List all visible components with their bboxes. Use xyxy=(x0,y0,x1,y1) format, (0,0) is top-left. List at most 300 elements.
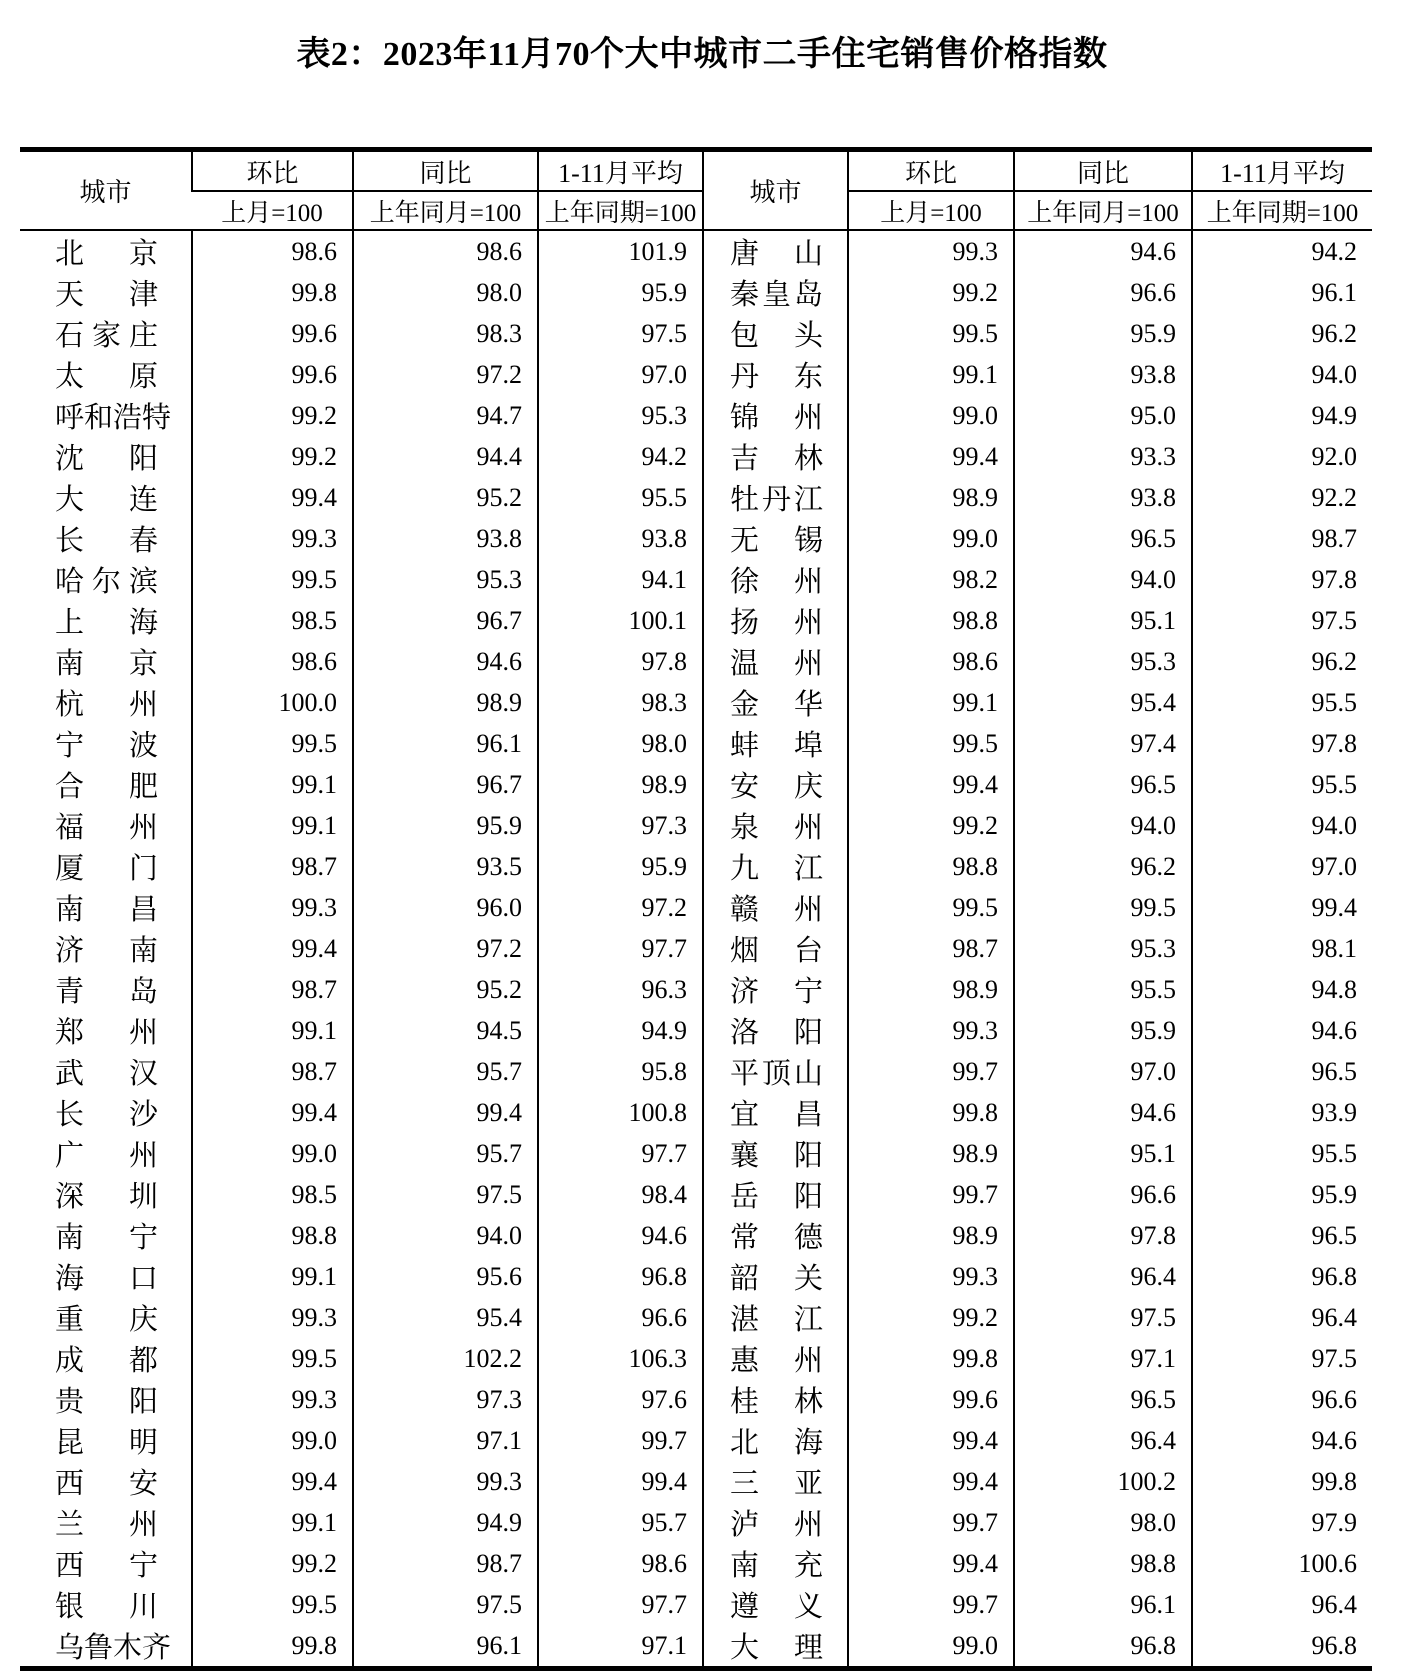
city-name-right xyxy=(703,1584,848,1625)
header-avg-right: 1-11月平均 xyxy=(1192,150,1372,192)
city-name-text: 海 口 xyxy=(55,1263,158,1295)
avg-value-right: 96.2 xyxy=(1192,313,1372,354)
mom-value-left: 99.5 xyxy=(192,559,353,600)
city-name-right xyxy=(703,846,848,887)
yoy-value-right: 95.9 xyxy=(1014,313,1192,354)
yoy-value-right: 93.8 xyxy=(1014,477,1192,518)
city-name-right xyxy=(703,1174,848,1215)
city-name-right xyxy=(703,1461,848,1502)
city-name-right xyxy=(703,1256,848,1297)
city-name-text: 兰 州 xyxy=(55,1509,158,1541)
city-name-right xyxy=(703,1625,848,1669)
table-row xyxy=(20,846,1372,887)
city-name-text: 桂 林 xyxy=(730,1386,823,1418)
city-name-text: 武 汉 xyxy=(55,1058,158,1090)
city-name-left xyxy=(20,846,192,887)
city-name-text: 南 充 xyxy=(730,1550,823,1582)
city-name-text: 济 南 xyxy=(55,935,158,967)
mom-value-left: 99.5 xyxy=(192,1584,353,1625)
city-name-text: 重 庆 xyxy=(55,1304,158,1336)
city-name-text: 南 京 xyxy=(55,648,158,680)
city-name-text: 金 华 xyxy=(730,689,823,721)
city-name-right xyxy=(703,1010,848,1051)
avg-value-left: 98.3 xyxy=(538,682,703,723)
yoy-value-right: 100.2 xyxy=(1014,1461,1192,1502)
avg-value-right: 95.5 xyxy=(1192,682,1372,723)
mom-value-left: 99.2 xyxy=(192,436,353,477)
avg-value-right: 99.8 xyxy=(1192,1461,1372,1502)
avg-value-left: 99.4 xyxy=(538,1461,703,1502)
city-name-right xyxy=(703,354,848,395)
mom-value-right: 99.4 xyxy=(848,1543,1014,1584)
yoy-value-right: 96.6 xyxy=(1014,272,1192,313)
avg-value-right: 93.9 xyxy=(1192,1092,1372,1133)
city-name-left xyxy=(20,354,192,395)
mom-value-left: 98.6 xyxy=(192,641,353,682)
table-header xyxy=(20,150,1372,231)
yoy-value-right: 96.2 xyxy=(1014,846,1192,887)
yoy-value-left: 96.1 xyxy=(353,1625,538,1669)
city-name-text: 呼 和 浩 特 xyxy=(55,402,172,434)
yoy-value-right: 95.0 xyxy=(1014,395,1192,436)
city-name-right xyxy=(703,928,848,969)
avg-value-left: 98.6 xyxy=(538,1543,703,1584)
city-name-left xyxy=(20,1461,192,1502)
city-name-right xyxy=(703,641,848,682)
header-avg-base-left: 上年同期=100 xyxy=(538,191,703,230)
mom-value-right: 99.7 xyxy=(848,1174,1014,1215)
avg-value-right: 92.2 xyxy=(1192,477,1372,518)
header-mom-base-left: 上月=100 xyxy=(192,191,353,230)
yoy-value-left: 98.6 xyxy=(353,230,538,272)
city-name-left xyxy=(20,1133,192,1174)
avg-value-right: 96.5 xyxy=(1192,1215,1372,1256)
mom-value-right: 99.4 xyxy=(848,1420,1014,1461)
table-row xyxy=(20,1092,1372,1133)
yoy-value-left: 98.0 xyxy=(353,272,538,313)
header-yoy-base-right: 上年同月=100 xyxy=(1014,191,1192,230)
city-name-right xyxy=(703,313,848,354)
city-name-text: 广 州 xyxy=(55,1140,158,1172)
avg-value-left: 95.9 xyxy=(538,272,703,313)
city-name-text: 无 锡 xyxy=(730,525,823,557)
city-name-left xyxy=(20,518,192,559)
city-name-text: 福 州 xyxy=(55,812,158,844)
city-name-text: 温 州 xyxy=(730,648,823,680)
table-row xyxy=(20,559,1372,600)
city-name-right xyxy=(703,559,848,600)
mom-value-left: 98.7 xyxy=(192,846,353,887)
city-name-right xyxy=(703,600,848,641)
city-name-text: 徐 州 xyxy=(730,566,823,598)
city-name-text: 郑 州 xyxy=(55,1017,158,1049)
city-name-left xyxy=(20,1010,192,1051)
yoy-value-right: 95.4 xyxy=(1014,682,1192,723)
yoy-value-right: 95.1 xyxy=(1014,600,1192,641)
city-name-left xyxy=(20,723,192,764)
avg-value-right: 96.4 xyxy=(1192,1297,1372,1338)
city-name-left xyxy=(20,1379,192,1420)
table-row xyxy=(20,1461,1372,1502)
mom-value-right: 98.8 xyxy=(848,600,1014,641)
yoy-value-left: 96.7 xyxy=(353,600,538,641)
yoy-value-right: 97.4 xyxy=(1014,723,1192,764)
city-name-text: 南 昌 xyxy=(55,894,158,926)
mom-value-left: 99.8 xyxy=(192,1625,353,1669)
avg-value-left: 97.2 xyxy=(538,887,703,928)
avg-value-right: 100.6 xyxy=(1192,1543,1372,1584)
avg-value-left: 95.5 xyxy=(538,477,703,518)
mom-value-right: 99.4 xyxy=(848,436,1014,477)
mom-value-left: 99.6 xyxy=(192,313,353,354)
city-name-left xyxy=(20,1051,192,1092)
city-name-text: 西 安 xyxy=(55,1468,158,1500)
avg-value-right: 94.6 xyxy=(1192,1420,1372,1461)
city-name-left xyxy=(20,272,192,313)
table-body xyxy=(20,230,1372,1669)
yoy-value-left: 93.8 xyxy=(353,518,538,559)
avg-value-left: 97.7 xyxy=(538,928,703,969)
city-name-text: 赣 州 xyxy=(730,894,823,926)
avg-value-left: 95.9 xyxy=(538,846,703,887)
yoy-value-right: 96.5 xyxy=(1014,764,1192,805)
header-avg-base-right: 上年同期=100 xyxy=(1192,191,1372,230)
header-mom-base-right: 上月=100 xyxy=(848,191,1014,230)
table-row xyxy=(20,641,1372,682)
city-name-text: 丹 东 xyxy=(730,361,823,393)
mom-value-left: 98.7 xyxy=(192,1051,353,1092)
avg-value-left: 93.8 xyxy=(538,518,703,559)
avg-value-left: 97.5 xyxy=(538,313,703,354)
city-name-left xyxy=(20,887,192,928)
yoy-value-left: 97.5 xyxy=(353,1584,538,1625)
yoy-value-right: 95.3 xyxy=(1014,641,1192,682)
yoy-value-right: 93.3 xyxy=(1014,436,1192,477)
city-name-text: 岳 阳 xyxy=(730,1181,823,1213)
city-name-text: 沈 阳 xyxy=(55,443,158,475)
table-row xyxy=(20,230,1372,272)
table-row xyxy=(20,313,1372,354)
avg-value-right: 97.8 xyxy=(1192,559,1372,600)
avg-value-left: 97.6 xyxy=(538,1379,703,1420)
yoy-value-right: 98.0 xyxy=(1014,1502,1192,1543)
avg-value-left: 94.9 xyxy=(538,1010,703,1051)
yoy-value-left: 98.3 xyxy=(353,313,538,354)
city-name-text: 太 原 xyxy=(55,361,158,393)
price-index-table xyxy=(20,147,1372,1671)
avg-value-right: 98.1 xyxy=(1192,928,1372,969)
city-name-left xyxy=(20,1174,192,1215)
mom-value-right: 98.9 xyxy=(848,477,1014,518)
table-row xyxy=(20,436,1372,477)
mom-value-left: 100.0 xyxy=(192,682,353,723)
yoy-value-left: 94.4 xyxy=(353,436,538,477)
city-name-left xyxy=(20,395,192,436)
mom-value-left: 99.0 xyxy=(192,1133,353,1174)
mom-value-left: 99.5 xyxy=(192,723,353,764)
city-name-left xyxy=(20,641,192,682)
mom-value-right: 99.0 xyxy=(848,1625,1014,1669)
avg-value-right: 94.2 xyxy=(1192,230,1372,272)
city-name-text: 南 宁 xyxy=(55,1222,158,1254)
yoy-value-left: 95.7 xyxy=(353,1133,538,1174)
mom-value-right: 99.2 xyxy=(848,1297,1014,1338)
avg-value-left: 97.7 xyxy=(538,1133,703,1174)
city-name-text: 杭 州 xyxy=(55,689,158,721)
city-name-right xyxy=(703,1092,848,1133)
mom-value-right: 99.3 xyxy=(848,230,1014,272)
city-name-text: 乌 鲁 木 齐 xyxy=(55,1632,172,1664)
city-name-left xyxy=(20,805,192,846)
mom-value-right: 99.1 xyxy=(848,354,1014,395)
city-name-text: 秦 皇 岛 xyxy=(730,279,823,311)
yoy-value-left: 95.4 xyxy=(353,1297,538,1338)
city-name-text: 唐 山 xyxy=(730,238,823,270)
city-name-text: 石 家 庄 xyxy=(55,320,158,352)
yoy-value-right: 95.1 xyxy=(1014,1133,1192,1174)
table-row xyxy=(20,1543,1372,1584)
city-name-left xyxy=(20,313,192,354)
header-city-right: 城市 xyxy=(703,150,848,231)
table-row xyxy=(20,395,1372,436)
yoy-value-right: 94.6 xyxy=(1014,1092,1192,1133)
mom-value-right: 98.7 xyxy=(848,928,1014,969)
avg-value-left: 94.1 xyxy=(538,559,703,600)
city-name-right xyxy=(703,272,848,313)
city-name-text: 湛 江 xyxy=(730,1304,823,1336)
yoy-value-left: 97.2 xyxy=(353,354,538,395)
city-name-right xyxy=(703,805,848,846)
yoy-value-left: 98.9 xyxy=(353,682,538,723)
city-name-right xyxy=(703,1420,848,1461)
avg-value-right: 96.4 xyxy=(1192,1584,1372,1625)
avg-value-left: 94.2 xyxy=(538,436,703,477)
mom-value-right: 99.5 xyxy=(848,887,1014,928)
yoy-value-right: 96.6 xyxy=(1014,1174,1192,1215)
yoy-value-left: 94.6 xyxy=(353,641,538,682)
city-name-left xyxy=(20,969,192,1010)
mom-value-right: 99.1 xyxy=(848,682,1014,723)
city-name-left xyxy=(20,1502,192,1543)
city-name-left xyxy=(20,559,192,600)
city-name-text: 成 都 xyxy=(55,1345,158,1377)
table-row xyxy=(20,887,1372,928)
city-name-left xyxy=(20,1297,192,1338)
city-name-left xyxy=(20,477,192,518)
city-name-text: 三 亚 xyxy=(730,1468,823,1500)
yoy-value-right: 94.0 xyxy=(1014,559,1192,600)
mom-value-left: 99.3 xyxy=(192,518,353,559)
table-row xyxy=(20,928,1372,969)
yoy-value-right: 98.8 xyxy=(1014,1543,1192,1584)
city-name-left xyxy=(20,1543,192,1584)
avg-value-right: 95.9 xyxy=(1192,1174,1372,1215)
avg-value-left: 96.3 xyxy=(538,969,703,1010)
city-name-text: 上 海 xyxy=(55,607,158,639)
yoy-value-right: 99.5 xyxy=(1014,887,1192,928)
mom-value-left: 98.6 xyxy=(192,230,353,272)
avg-value-left: 99.7 xyxy=(538,1420,703,1461)
mom-value-left: 99.6 xyxy=(192,354,353,395)
city-name-text: 北 海 xyxy=(730,1427,823,1459)
header-mom-right: 环比 xyxy=(848,150,1014,192)
mom-value-right: 99.4 xyxy=(848,1461,1014,1502)
yoy-value-left: 94.5 xyxy=(353,1010,538,1051)
mom-value-left: 99.1 xyxy=(192,805,353,846)
city-name-left xyxy=(20,928,192,969)
yoy-value-right: 96.1 xyxy=(1014,1584,1192,1625)
yoy-value-left: 94.0 xyxy=(353,1215,538,1256)
mom-value-left: 99.3 xyxy=(192,887,353,928)
city-name-left xyxy=(20,1256,192,1297)
yoy-value-left: 95.9 xyxy=(353,805,538,846)
avg-value-left: 97.0 xyxy=(538,354,703,395)
avg-value-right: 97.5 xyxy=(1192,600,1372,641)
mom-value-right: 99.3 xyxy=(848,1256,1014,1297)
table-row xyxy=(20,1010,1372,1051)
city-name-left xyxy=(20,1215,192,1256)
city-name-text: 扬 州 xyxy=(730,607,823,639)
mom-value-right: 99.2 xyxy=(848,272,1014,313)
city-name-text: 天 津 xyxy=(55,279,158,311)
city-name-text: 常 德 xyxy=(730,1222,823,1254)
header-mom-left: 环比 xyxy=(192,150,353,192)
mom-value-left: 99.0 xyxy=(192,1420,353,1461)
avg-value-right: 96.8 xyxy=(1192,1625,1372,1669)
city-name-text: 洛 阳 xyxy=(730,1017,823,1049)
table-row xyxy=(20,477,1372,518)
city-name-text: 西 宁 xyxy=(55,1550,158,1582)
city-name-right xyxy=(703,969,848,1010)
mom-value-left: 99.2 xyxy=(192,1543,353,1584)
city-name-text: 宁 波 xyxy=(55,730,158,762)
table-row xyxy=(20,723,1372,764)
page-title: 表2：2023年11月70个大中城市二手住宅销售价格指数 xyxy=(296,36,1108,73)
city-name-right xyxy=(703,887,848,928)
header-city-left: 城市 xyxy=(20,150,192,231)
table-row xyxy=(20,1420,1372,1461)
mom-value-right: 99.8 xyxy=(848,1338,1014,1379)
city-name-right xyxy=(703,1051,848,1092)
mom-value-right: 99.5 xyxy=(848,313,1014,354)
avg-value-right: 96.1 xyxy=(1192,272,1372,313)
city-name-right xyxy=(703,723,848,764)
city-name-text: 长 春 xyxy=(55,525,158,557)
city-name-text: 泸 州 xyxy=(730,1509,823,1541)
mom-value-right: 99.3 xyxy=(848,1010,1014,1051)
yoy-value-right: 96.4 xyxy=(1014,1256,1192,1297)
city-name-left xyxy=(20,600,192,641)
mom-value-right: 98.2 xyxy=(848,559,1014,600)
mom-value-right: 99.4 xyxy=(848,764,1014,805)
city-name-left xyxy=(20,230,192,272)
yoy-value-right: 96.8 xyxy=(1014,1625,1192,1669)
city-name-text: 烟 台 xyxy=(730,935,823,967)
city-name-right xyxy=(703,1133,848,1174)
mom-value-left: 99.2 xyxy=(192,395,353,436)
city-name-text: 安 庆 xyxy=(730,771,823,803)
city-name-text: 遵 义 xyxy=(730,1591,823,1623)
table-row xyxy=(20,1625,1372,1669)
avg-value-right: 92.0 xyxy=(1192,436,1372,477)
city-name-text: 惠 州 xyxy=(730,1345,823,1377)
yoy-value-left: 94.7 xyxy=(353,395,538,436)
mom-value-left: 99.3 xyxy=(192,1379,353,1420)
city-name-right xyxy=(703,436,848,477)
mom-value-left: 99.4 xyxy=(192,1092,353,1133)
city-name-text: 泉 州 xyxy=(730,812,823,844)
avg-value-right: 99.4 xyxy=(1192,887,1372,928)
yoy-value-right: 96.5 xyxy=(1014,518,1192,559)
table-row xyxy=(20,272,1372,313)
table-row xyxy=(20,1215,1372,1256)
city-name-right xyxy=(703,682,848,723)
yoy-value-left: 99.4 xyxy=(353,1092,538,1133)
mom-value-right: 99.7 xyxy=(848,1584,1014,1625)
table-row xyxy=(20,1297,1372,1338)
avg-value-left: 101.9 xyxy=(538,230,703,272)
table-row xyxy=(20,518,1372,559)
mom-value-right: 99.8 xyxy=(848,1092,1014,1133)
avg-value-left: 95.3 xyxy=(538,395,703,436)
city-name-text: 贵 阳 xyxy=(55,1386,158,1418)
city-name-text: 韶 关 xyxy=(730,1263,823,1295)
avg-value-left: 95.7 xyxy=(538,1502,703,1543)
yoy-value-left: 93.5 xyxy=(353,846,538,887)
yoy-value-right: 93.8 xyxy=(1014,354,1192,395)
yoy-value-right: 96.4 xyxy=(1014,1420,1192,1461)
yoy-value-right: 97.5 xyxy=(1014,1297,1192,1338)
yoy-value-left: 97.2 xyxy=(353,928,538,969)
city-name-text: 襄 阳 xyxy=(730,1140,823,1172)
avg-value-right: 97.9 xyxy=(1192,1502,1372,1543)
avg-value-left: 95.8 xyxy=(538,1051,703,1092)
mom-value-right: 98.9 xyxy=(848,969,1014,1010)
avg-value-right: 98.7 xyxy=(1192,518,1372,559)
city-name-right xyxy=(703,395,848,436)
city-name-text: 长 沙 xyxy=(55,1099,158,1131)
city-name-text: 锦 州 xyxy=(730,402,823,434)
avg-value-right: 96.6 xyxy=(1192,1379,1372,1420)
table-row xyxy=(20,1256,1372,1297)
mom-value-right: 99.0 xyxy=(848,395,1014,436)
avg-value-right: 96.8 xyxy=(1192,1256,1372,1297)
city-name-text: 宜 昌 xyxy=(730,1099,823,1131)
city-name-text: 北 京 xyxy=(55,238,158,270)
mom-value-left: 99.3 xyxy=(192,1297,353,1338)
avg-value-right: 96.5 xyxy=(1192,1051,1372,1092)
avg-value-left: 98.9 xyxy=(538,764,703,805)
mom-value-right: 99.2 xyxy=(848,805,1014,846)
city-name-right xyxy=(703,1379,848,1420)
avg-value-right: 97.5 xyxy=(1192,1338,1372,1379)
table-row xyxy=(20,1502,1372,1543)
city-name-text: 平 顶 山 xyxy=(730,1058,823,1090)
mom-value-right: 99.7 xyxy=(848,1502,1014,1543)
mom-value-left: 99.8 xyxy=(192,272,353,313)
avg-value-left: 97.1 xyxy=(538,1625,703,1669)
table-row xyxy=(20,969,1372,1010)
mom-value-left: 98.5 xyxy=(192,600,353,641)
city-name-text: 哈 尔 滨 xyxy=(55,566,158,598)
yoy-value-right: 97.8 xyxy=(1014,1215,1192,1256)
mom-value-left: 99.4 xyxy=(192,928,353,969)
avg-value-right: 94.8 xyxy=(1192,969,1372,1010)
avg-value-left: 96.8 xyxy=(538,1256,703,1297)
city-name-text: 大 连 xyxy=(55,484,158,516)
yoy-value-left: 95.3 xyxy=(353,559,538,600)
yoy-value-left: 94.9 xyxy=(353,1502,538,1543)
